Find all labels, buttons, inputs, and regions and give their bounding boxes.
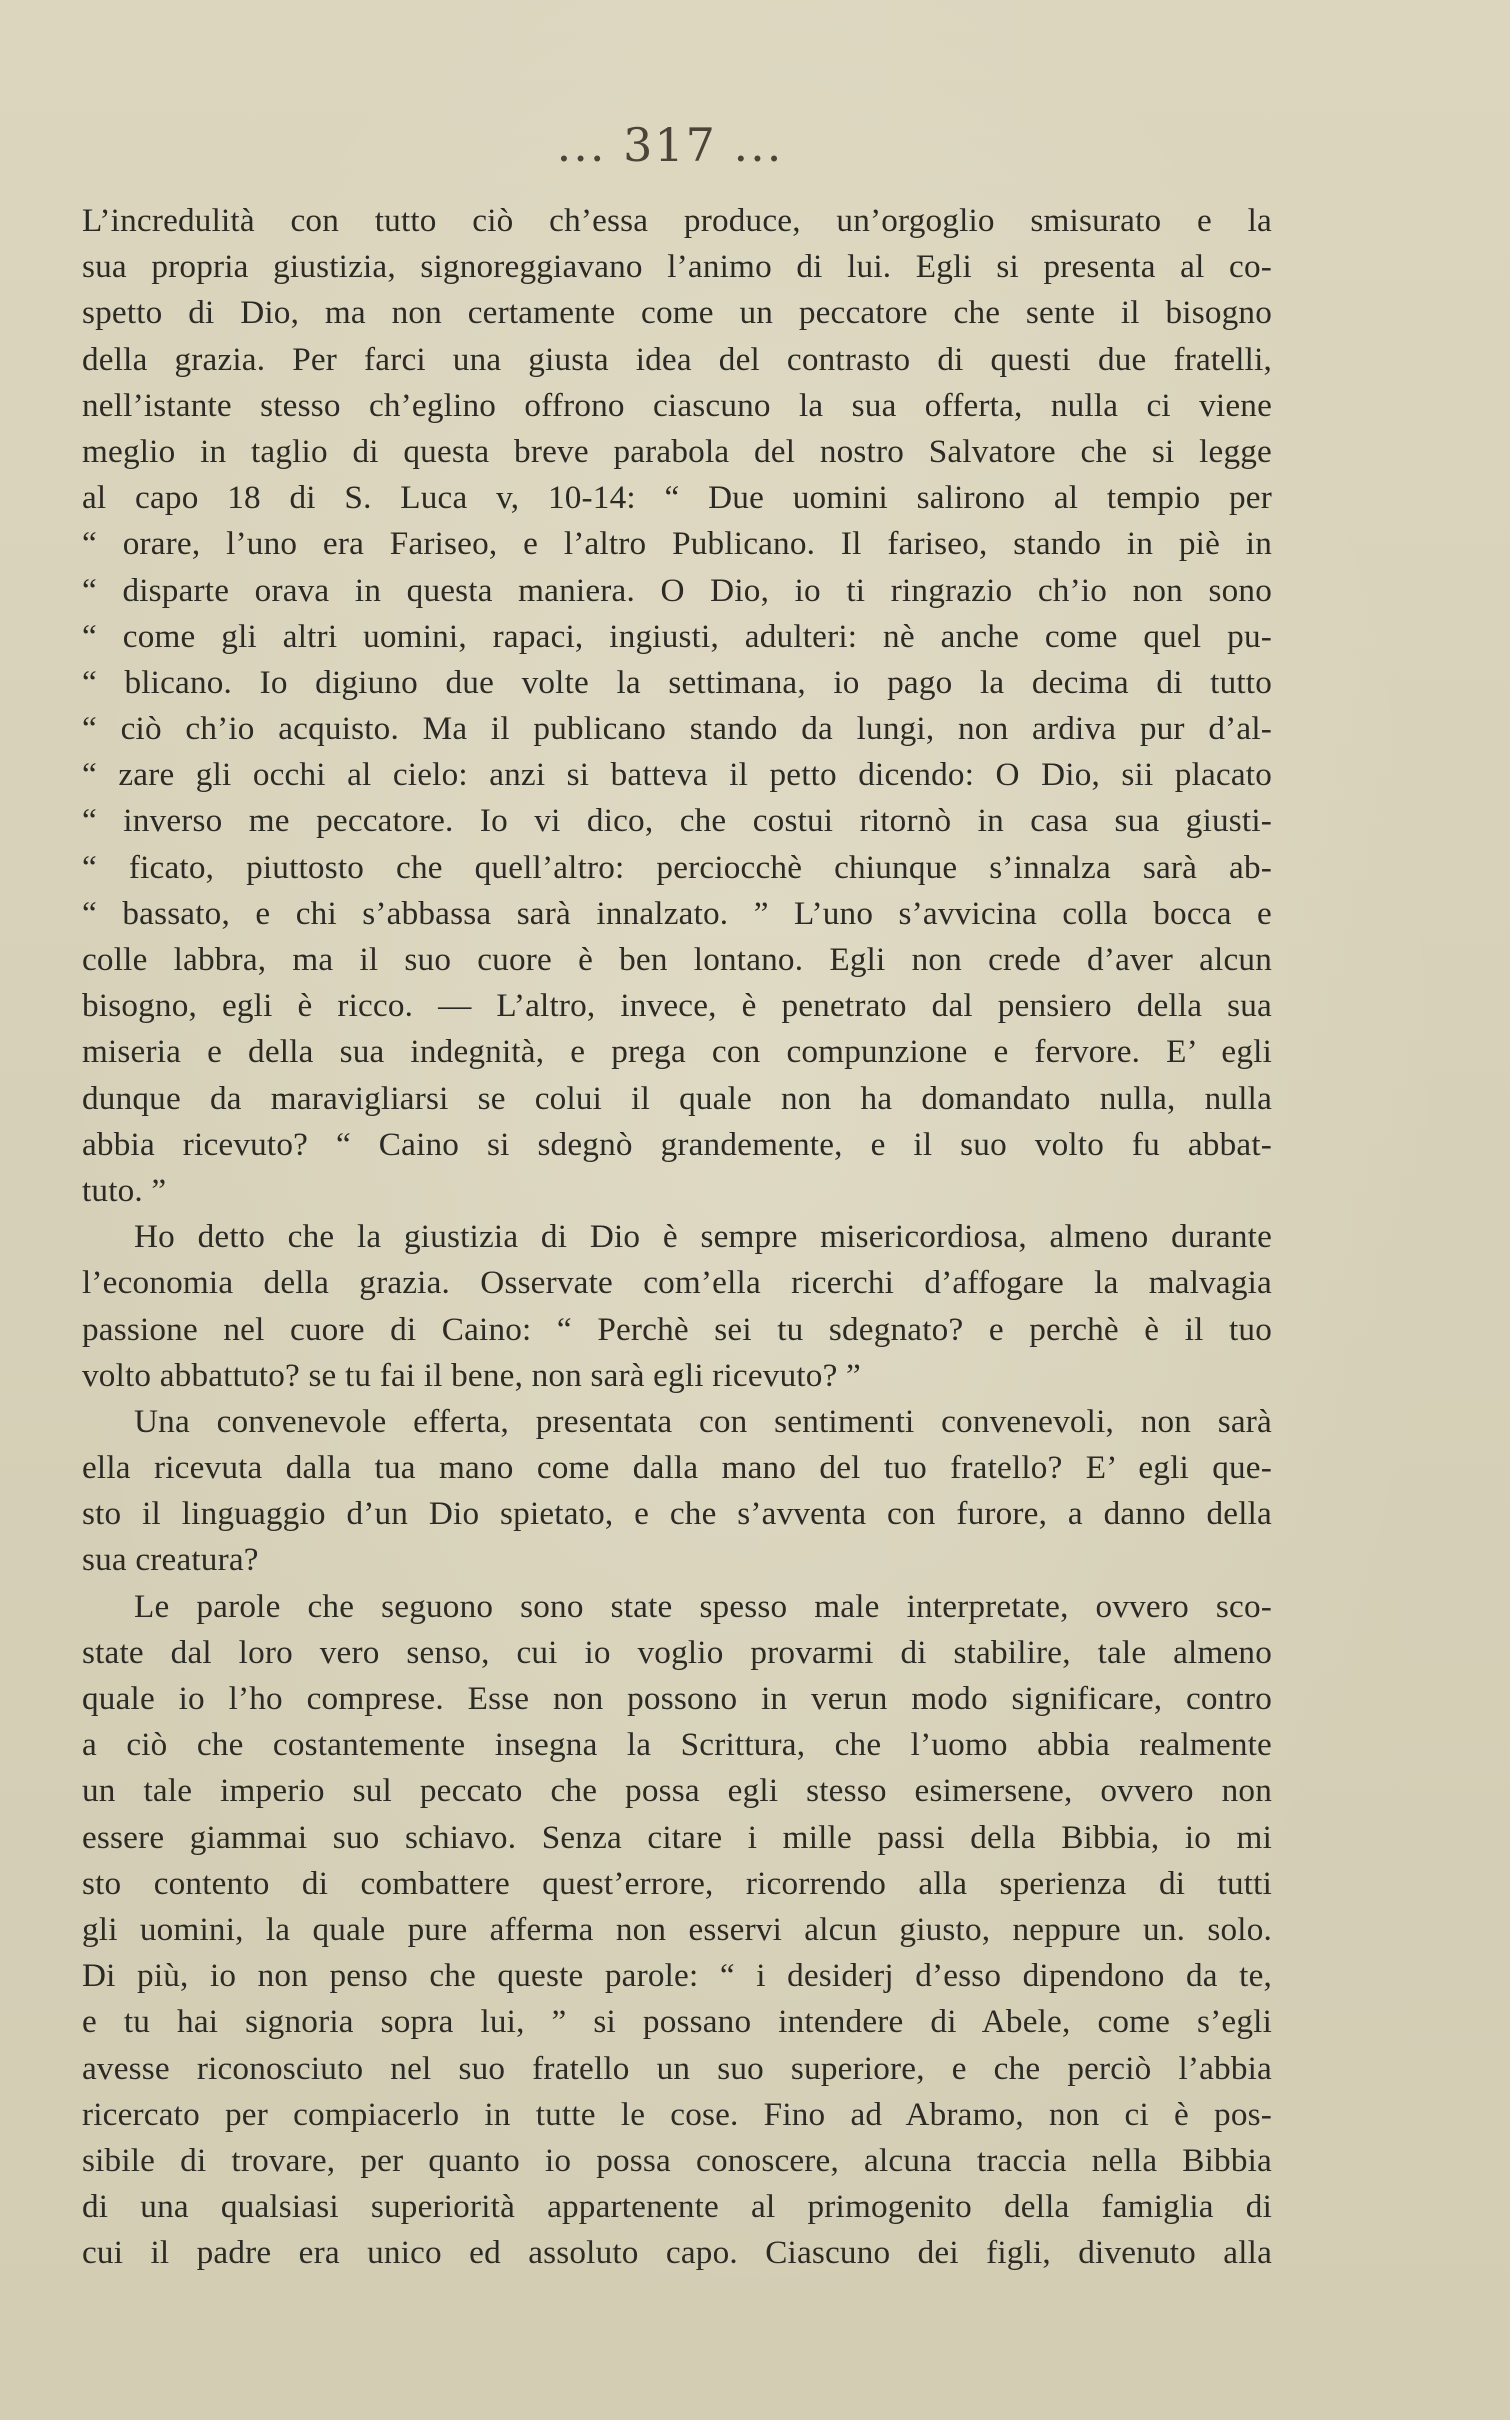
text-line: volto abbattuto? se tu fai il bene, non sarà egli ricevuto? ”	[82, 1356, 861, 1394]
text-line: cui il padre era unico ed assoluto capo. Ciascuno dei figli, divenuto alla	[82, 2234, 1272, 2272]
text-line: sto contento di combattere quest’errore, ricorrendo alla sperienza di tutti	[82, 1864, 1272, 1902]
text-line: di una qualsiasi superiorità appartenente al primogenito della famiglia di	[82, 2188, 1272, 2226]
text-line: tuto. ”	[82, 1171, 167, 1209]
text-line: “ come gli altri uomini, rapaci, ingiusti, adulteri: nè anche come quel pu-	[82, 617, 1272, 655]
text-line: “ bassato, e chi s’abbassa sarà innalzato. ” L’uno s’avvicina colla bocca e	[82, 894, 1272, 932]
paragraph	[82, 1399, 1272, 1584]
text-line: meglio in taglio di questa breve parabola del nostro Salvatore che si legge	[82, 432, 1272, 470]
text-line: sua creatura?	[82, 1541, 259, 1579]
body-text	[82, 198, 1272, 2276]
text-line: della grazia. Per farci una giusta idea del contrasto di questi due fratelli,	[82, 340, 1272, 378]
text-line: spetto di Dio, ma non certamente come un peccatore che sente il bisogno	[82, 294, 1272, 332]
text-line: sibile di trovare, per quanto io possa conoscere, alcuna traccia nella Bibbia	[82, 2141, 1272, 2179]
text-line: ricercato per compiacerlo in tutte le cose. Fino ad Abramo, non ci è pos-	[82, 2095, 1272, 2133]
paragraph	[82, 1214, 1272, 1399]
text-line: a ciò che costantemente insegna la Scrittura, che l’uomo abbia realmente	[82, 1726, 1272, 1764]
text-line: abbia ricevuto? “ Caino si sdegnò grandemente, e il suo volto fu abbat-	[82, 1125, 1272, 1163]
text-line: gli uomini, la quale pure afferma non esservi alcun giusto, neppure un. solo.	[82, 1910, 1272, 1948]
text-line: l’economia della grazia. Osservate com’ella ricerchi d’affogare la malvagia	[82, 1264, 1272, 1302]
text-line: ella ricevuta dalla tua mano come dalla mano del tuo fratello? E’ egli que-	[82, 1449, 1272, 1487]
text-line: “ disparte orava in questa maniera. O Dio, io ti ringrazio ch’io non sono	[82, 571, 1272, 609]
text-line: essere giammai suo schiavo. Senza citare i mille passi della Bibbia, io mi	[82, 1818, 1272, 1856]
paragraph	[82, 1584, 1272, 2277]
text-line: quale io l’ho comprese. Esse non possono in verun modo significare, contro	[82, 1680, 1272, 1717]
text-line: dunque da maravigliarsi se colui il quale non ha domandato nulla, nulla	[82, 1079, 1272, 1117]
text-line: passione nel cuore di Caino: “ Perchè sei tu sdegnato? e perchè è il tuo	[82, 1310, 1272, 1348]
text-line: “ blicano. Io digiuno due volte la settimana, io pago la decima di tutto	[82, 663, 1272, 701]
text-line: L’incredulità con tutto ciò ch’essa produce, un’orgoglio smisurato e la	[82, 202, 1272, 239]
text-line: Di più, io non penso che queste parole: “ i desiderj d’esso dipendono da te,	[82, 1957, 1272, 1995]
text-line: “ ficato, piuttosto che quell’altro: perciocchè chiunque s’innalza sarà ab-	[82, 848, 1272, 886]
text-line: miseria e della sua indegnità, e prega con compunzione e fervore. E’ egli	[82, 1033, 1272, 1071]
text-line: Una convenevole efferta, presentata con sentimenti convenevoli, non sarà	[134, 1402, 1272, 1440]
text-line: “ inverso me peccatore. Io vi dico, che costui ritornò in casa sua giusti-	[82, 802, 1272, 840]
text-line: e tu hai signoria sopra lui, ” si possano intendere di Abele, come s’egli	[82, 2003, 1272, 2041]
text-line: “ zare gli occhi al cielo: anzi si batteva il petto dicendo: O Dio, sii placato	[82, 756, 1272, 794]
text-line: colle labbra, ma il suo cuore è ben lontano. Egli non crede d’aver alcun	[82, 941, 1272, 978]
paragraph	[82, 198, 1272, 1214]
text-line: “ ciò ch’io acquisto. Ma il publicano stando da lungi, non ardiva pur d’al-	[82, 710, 1272, 748]
text-line: al capo 18 di S. Luca v, 10-14: “ Due uomini salirono al tempio per	[82, 479, 1272, 517]
text-line: sua propria giustizia, signoreggiavano l’animo di lui. Egli si presenta al co-	[82, 248, 1272, 286]
page-number: ... 317 ...	[556, 118, 784, 172]
text-line: bisogno, egli è ricco. — L’altro, invece, è penetrato dal pensiero della sua	[82, 987, 1272, 1025]
text-line: sto il linguaggio d’un Dio spietato, e che s’avventa con furore, a danno della	[82, 1495, 1272, 1533]
text-line: nell’istante stesso ch’eglino offrono ciascuno la sua offerta, nulla ci viene	[82, 386, 1272, 424]
text-line: Ho detto che la giustizia di Dio è sempre misericordiosa, almeno durante	[134, 1218, 1272, 1256]
text-line: state dal loro vero senso, cui io voglio provarmi di stabilire, tale almeno	[82, 1633, 1272, 1671]
text-line: Le parole che seguono sono state spesso male interpretate, ovvero sco-	[134, 1587, 1272, 1625]
text-line: “ orare, l’uno era Fariseo, e l’altro Publicano. Il fariseo, stando in piè in	[82, 525, 1272, 563]
text-line: un tale imperio sul peccato che possa egli stesso esimersene, ovvero non	[82, 1772, 1272, 1810]
text-line: avesse riconosciuto nel suo fratello un suo superiore, e che perciò l’abbia	[82, 2049, 1272, 2087]
